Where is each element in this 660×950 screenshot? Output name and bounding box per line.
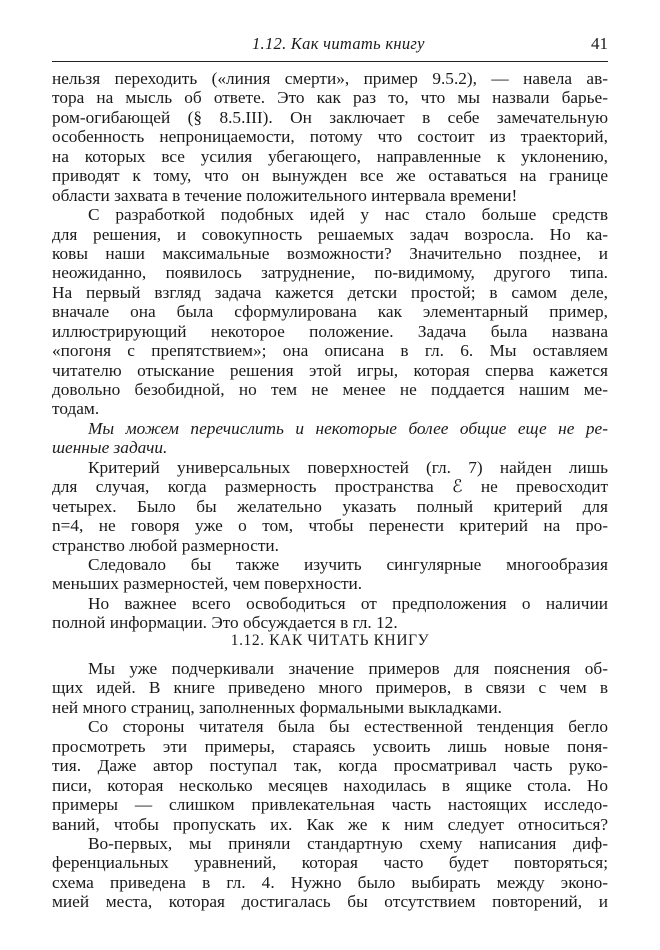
text-line: неожиданно, появилось затруднение, по-видимому, другого типа. — [52, 263, 608, 283]
text-line: Следовало бы также изучить сингулярные многообразия — [88, 554, 608, 574]
text-line: n=4, не говоря уже о том, чтобы перенести критерий на про- — [52, 516, 608, 536]
italic-text-line: Мы можем перечислить и некоторые более общие еще не ре- — [88, 418, 608, 438]
text-line: щих идей. В книге приведено много примеров, в связи с чем в — [52, 678, 608, 698]
running-title: 1.12. Как читать книгу — [252, 34, 425, 53]
text-line: мией места, которая достигалась бы отсутствием повторений, и — [52, 892, 608, 912]
page-number: 41 — [591, 34, 608, 53]
text-line: Критерий универсальных поверхностей (гл. 7) найден лишь — [88, 457, 608, 477]
text-line: для решения, и совокупность решаемых задач возросла. Но ка- — [52, 224, 608, 244]
text-line: четырех. Было бы желательно указать полный критерий для — [52, 496, 608, 516]
text-line: полной информации. Это обсуждается в гл. 12. — [52, 613, 398, 633]
text-line: «погоня с препятствием»; она описана в гл. 6. Мы оставляем — [52, 341, 608, 361]
text-line: области захвата в течение положительного интервала времени! — [52, 185, 518, 205]
text-line: Во-первых, мы приняли стандартную схему написания диф- — [88, 833, 608, 853]
text-line: ковы наши максимальные возможности? Значительно позднее, и — [52, 243, 608, 263]
text-line: ференциальных уравнений, которая часто будет повторяться; — [52, 853, 608, 873]
text-line: Мы уже подчеркивали значение примеров для пояснения об- — [88, 659, 608, 678]
text-line: писи, которая несколько месяцев находилась в ящике стола. Но — [52, 775, 608, 795]
text-line: примеры — слишком привлекательная часть настоящих исследо- — [52, 795, 608, 815]
italic-text-line: шенные задачи. — [52, 438, 168, 458]
text-line: На первый взгляд задача кажется детски простой; в самом деле, — [52, 282, 608, 302]
text-line: Но важнее всего освободиться от предположения о наличии — [88, 593, 608, 613]
text-line: С разработкой подобных идей у нас стало больше средств — [88, 205, 608, 225]
text-line: ваний, чтобы пропускать их. Как же к ним следует относиться? — [52, 814, 608, 834]
text-line: вначале она была сформулирована как элементарный пример, — [52, 302, 608, 322]
text-line: тодам. — [52, 399, 100, 419]
text-line: ром-огибающей (§ 8.5.III). Он заключает в себе замечательную — [52, 107, 608, 127]
text-line: тора на мысль об ответе. Это как раз то, что мы назвали барье- — [52, 88, 608, 108]
text-line: меньших размерностей, чем поверхности. — [52, 574, 363, 594]
header-rule — [52, 61, 608, 62]
text-line: ней много страниц, заполненных формальными выкладками. — [52, 697, 502, 717]
text-line: схема приведена в гл. 4. Нужно было выбирать между эконо- — [52, 872, 608, 892]
text-line: нельзя переходить («линия смерти», пример 9.5.2), — навела ав- — [52, 69, 608, 88]
text-line: просмотреть эти примеры, стараясь усвоить лишь новые поня- — [52, 736, 608, 756]
text-line: странство любой размерности. — [52, 535, 280, 555]
text-line: Со стороны читателя была бы естественной тенденция бегло — [88, 717, 608, 737]
body-text-lower — [52, 659, 608, 912]
section-heading: 1.12. КАК ЧИТАТЬ КНИГУ — [230, 632, 430, 649]
text-line: иллюстрирующий некоторое положение. Задача была названа — [52, 321, 608, 341]
text-line: читателю отыскание решения этой игры, которая сперва кажется — [52, 360, 608, 380]
body-text-upper — [52, 69, 608, 633]
text-line: приводят к тому, что он вынужден все же оставаться на границе — [52, 166, 608, 186]
running-head — [52, 34, 608, 56]
text-line: довольно безобидной, но тем не менее не поддается нашим ме- — [52, 380, 608, 399]
text-line: особенность непроницаемости, потому что состоит из траекторий, — [52, 127, 608, 147]
text-line: тия. Даже автор поступал так, когда просматривал часть руко- — [52, 756, 608, 776]
text-line: для случая, когда размерность пространства ℰ не превосходит — [52, 477, 608, 497]
text-line: на которых все усилия убегающего, направленные к уклонению, — [52, 146, 608, 166]
